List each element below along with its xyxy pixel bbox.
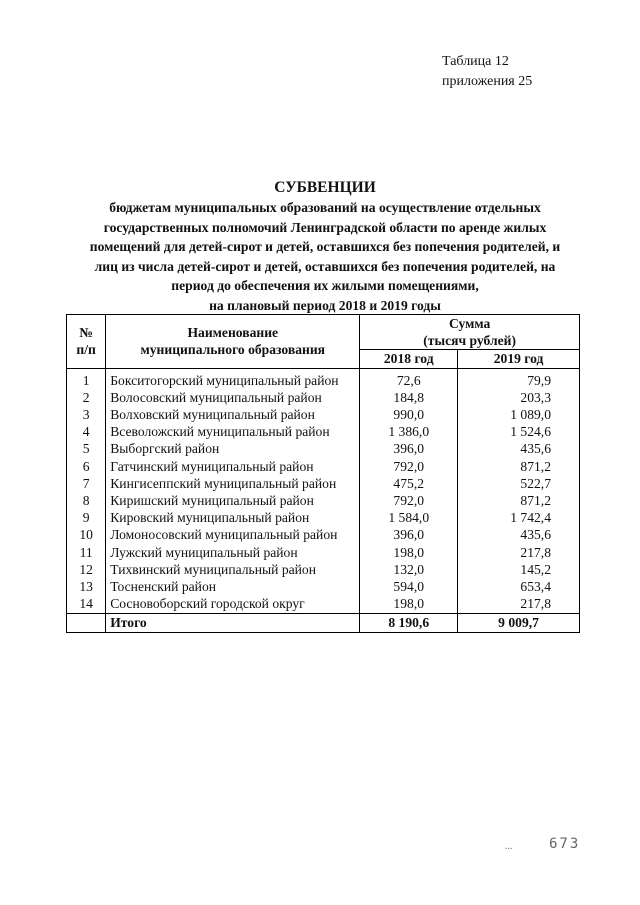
row-number: 4 — [67, 423, 106, 440]
table-row — [67, 458, 580, 475]
header-number: № п/п — [67, 315, 106, 369]
row-number: 9 — [67, 509, 106, 526]
row-number: 2 — [67, 389, 106, 406]
header-sum: Сумма (тысяч рублей) — [360, 315, 580, 350]
row-value-2019: 217,8 — [458, 595, 580, 614]
row-number: 8 — [67, 492, 106, 509]
table-row — [67, 561, 580, 578]
row-value-2018: 72,6 — [360, 368, 458, 389]
row-value-2019: 203,3 — [458, 389, 580, 406]
row-value-2018: 792,0 — [360, 492, 458, 509]
total-num-cell — [67, 614, 106, 632]
row-value-2019: 435,6 — [458, 440, 580, 457]
table-row — [67, 509, 580, 526]
table-row — [67, 389, 580, 406]
total-label: Итого — [106, 614, 360, 632]
row-value-2019: 79,9 — [458, 368, 580, 389]
row-name: Всеволожский муниципальный район — [106, 423, 360, 440]
table-row — [67, 595, 580, 614]
row-number: 3 — [67, 406, 106, 423]
row-value-2019: 1 742,4 — [458, 509, 580, 526]
row-value-2019: 653,4 — [458, 578, 580, 595]
row-value-2019: 1 524,6 — [458, 423, 580, 440]
table-total-row — [67, 614, 580, 632]
row-number: 7 — [67, 475, 106, 492]
subtitle-line: бюджетам муниципальных образований на осуществление отдельных — [109, 200, 541, 215]
subtitle-line: государственных полномочий Ленинградской области по аренде жилых — [103, 219, 547, 235]
row-name: Выборгский район — [106, 440, 360, 457]
row-number: 6 — [67, 458, 106, 475]
row-name: Волховский муниципальный район — [106, 406, 360, 423]
row-value-2018: 792,0 — [360, 458, 458, 475]
table-row — [67, 544, 580, 561]
document-heading — [60, 178, 590, 316]
row-value-2018: 1 386,0 — [360, 423, 458, 440]
row-name: Тосненский район — [106, 578, 360, 595]
table-row — [67, 440, 580, 457]
table-label: Таблица 12 — [442, 54, 509, 69]
row-number: 1 — [67, 368, 106, 389]
row-value-2018: 132,0 — [360, 561, 458, 578]
table-row — [67, 578, 580, 595]
row-value-2019: 522,7 — [458, 475, 580, 492]
subtitle-line: лиц из числа детей-сирот и детей, оставшихся без попечения родителей, на — [94, 258, 556, 274]
row-name: Киришский муниципальный район — [106, 492, 360, 509]
row-number: 10 — [67, 526, 106, 543]
row-value-2019: 435,6 — [458, 526, 580, 543]
footer-marker: ... — [505, 841, 513, 852]
row-value-2018: 396,0 — [360, 526, 458, 543]
table-row — [67, 423, 580, 440]
row-value-2019: 871,2 — [458, 458, 580, 475]
table-row — [67, 406, 580, 423]
row-value-2018: 475,2 — [360, 475, 458, 492]
row-value-2018: 990,0 — [360, 406, 458, 423]
total-2019: 9 009,7 — [458, 614, 580, 632]
row-value-2018: 594,0 — [360, 578, 458, 595]
table-reference — [442, 52, 532, 92]
row-value-2019: 145,2 — [458, 561, 580, 578]
table-row — [67, 526, 580, 543]
row-number: 14 — [67, 595, 106, 614]
table-body — [67, 368, 580, 614]
row-name: Сосновоборский городской округ — [106, 595, 360, 614]
row-name: Ломоносовский муниципальный район — [106, 526, 360, 543]
row-value-2018: 198,0 — [360, 544, 458, 561]
row-number: 13 — [67, 578, 106, 595]
row-value-2018: 396,0 — [360, 440, 458, 457]
row-value-2019: 217,8 — [458, 544, 580, 561]
page-number: 673 — [549, 836, 581, 852]
row-number: 5 — [67, 440, 106, 457]
subtitle-line: период до обеспечения их жилыми помещениями, — [171, 278, 479, 294]
subtitle-line: помещений для детей-сирот и детей, оставшихся без попечения родителей, и — [89, 239, 561, 255]
header-name: Наименование муниципального образования — [106, 315, 360, 369]
table-row — [67, 475, 580, 492]
subtitle-line: на плановый период 2018 и 2019 годы — [209, 297, 441, 313]
row-value-2019: 1 089,0 — [458, 406, 580, 423]
row-name: Волосовский муниципальный район — [106, 389, 360, 406]
row-name: Кингисеппский муниципальный район — [106, 475, 360, 492]
appendix-label: приложения 25 — [442, 74, 533, 89]
table-row — [67, 492, 580, 509]
row-value-2019: 871,2 — [458, 492, 580, 509]
table-header-row — [67, 315, 580, 350]
row-value-2018: 1 584,0 — [360, 509, 458, 526]
row-name: Кировский муниципальный район — [106, 509, 360, 526]
row-name: Тихвинский муниципальный район — [106, 561, 360, 578]
header-year-2019: 2019 год — [458, 350, 580, 368]
row-name: Лужский муниципальный район — [106, 544, 360, 561]
total-2018: 8 190,6 — [360, 614, 458, 632]
subsidies-table — [66, 314, 580, 633]
row-value-2018: 198,0 — [360, 595, 458, 614]
row-number: 12 — [67, 561, 106, 578]
row-name: Гатчинский муниципальный район — [106, 458, 360, 475]
header-year-2018: 2018 год — [360, 350, 458, 368]
table-row — [67, 368, 580, 389]
row-name: Бокситогорский муниципальный район — [106, 368, 360, 389]
row-number: 11 — [67, 544, 106, 561]
page-title: СУБВЕНЦИИ — [274, 179, 376, 196]
row-value-2018: 184,8 — [360, 389, 458, 406]
